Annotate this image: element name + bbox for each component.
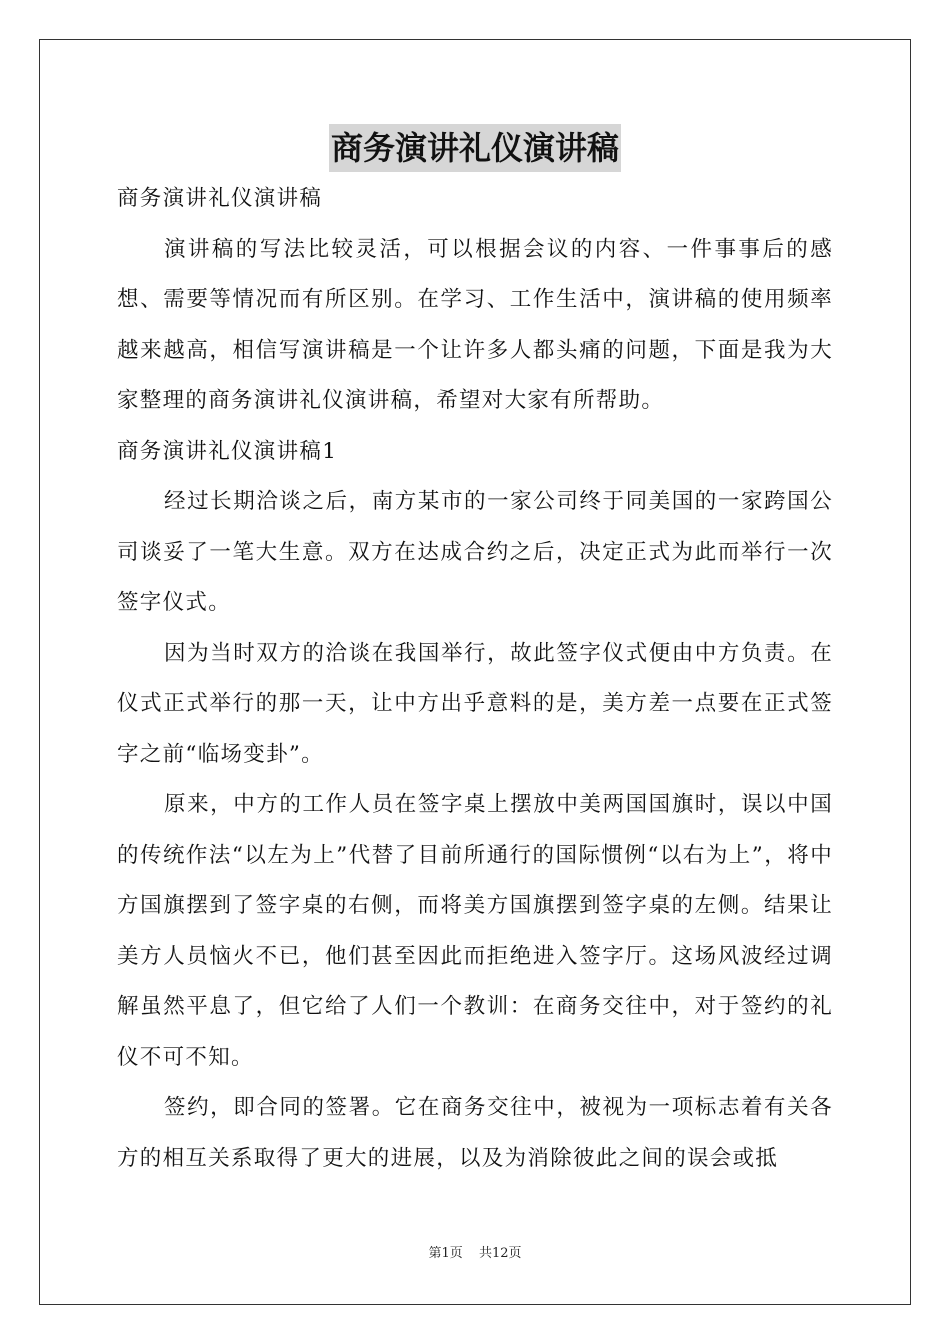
paragraph-body-1: 经过长期洽谈之后，南方某市的一家公司终于同美国的一家跨国公司谈妥了一笔大生意。双方在达成合约之后，决定正式为此而举行一次签字仪式。	[117, 489, 833, 615]
paragraph-intro: 演讲稿的写法比较灵活，可以根据会议的内容、一件事事后的感想、需要等情况而有所区别。在学习、工作生活中，演讲稿的使用频率越来越高，相信写演讲稿是一个让许多人都头痛的问题，下面是我为大家整理的商务演讲礼仪演讲稿，希望对大家有所帮助。	[117, 236, 833, 413]
paragraph-subtitle: 商务演讲礼仪演讲稿	[117, 186, 323, 211]
page-number: 第1页	[428, 1246, 463, 1261]
page-total: 共12页	[478, 1246, 522, 1261]
document-title: 商务演讲礼仪演讲稿	[329, 124, 621, 172]
document-body	[117, 174, 833, 1184]
paragraph-body-2: 因为当时双方的洽谈在我国举行，故此签字仪式便由中方负责。在仪式正式举行的那一天，让中方出乎意料的是，美方差一点要在正式签字之前“临场变卦”。	[117, 640, 833, 767]
page-footer	[0, 1244, 950, 1264]
document-title-container	[0, 124, 950, 174]
paragraph-body-3: 原来，中方的工作人员在签字桌上摆放中美两国国旗时，误以中国的传统作法“以左为上”代替了目前所通行的国际惯例“以右为上”，将中方国旗摆到了签字桌的右侧，而将美方国旗摆到签字桌的左侧。结果让美方人员恼火不已，他们甚至因此而拒绝进入签字厅。这场风波经过调解虽然平息了，但它给了人们一个教训：在商务交往中，对于签约的礼仪不可不知。	[117, 792, 833, 1070]
paragraph-body-4: 签约，即合同的签署。它在商务交往中，被视为一项标志着有关各方的相互关系取得了更大的进展，以及为消除彼此之间的误会或抵	[117, 1095, 833, 1171]
paragraph-section-heading: 商务演讲礼仪演讲稿1	[117, 438, 338, 464]
